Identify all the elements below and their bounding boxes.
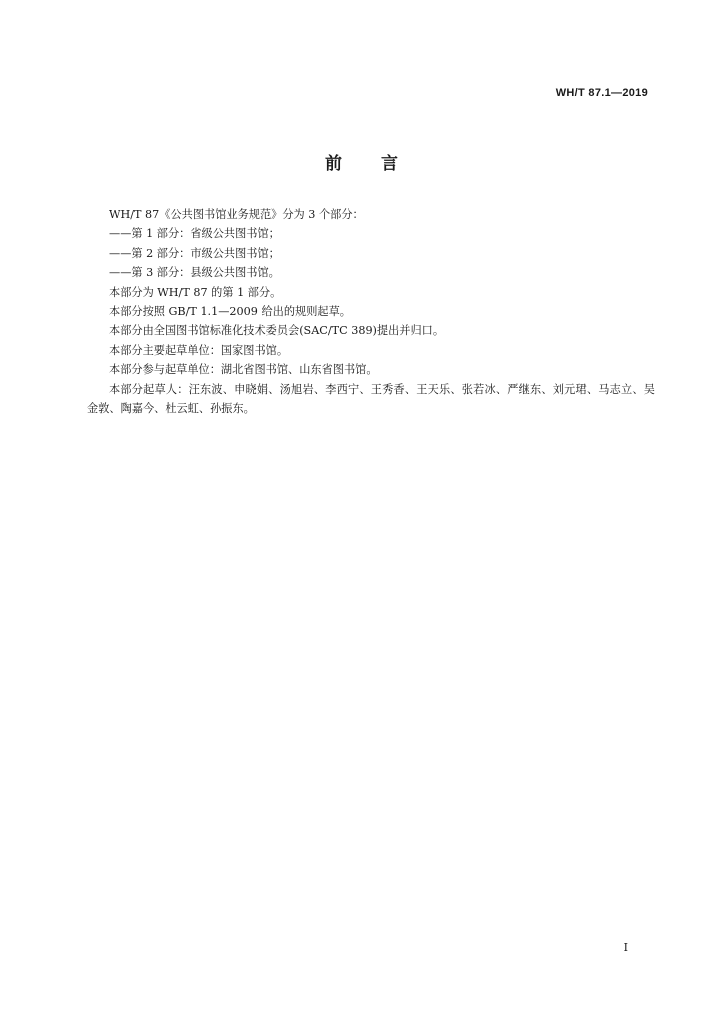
paragraph-proposer: 本部分由全国图书馆标准化技术委员会(SAC/TC 389)提出并归口。 xyxy=(109,324,445,338)
paragraph-drafting-persons: 本部分起草人：汪东波、申晓娟、汤旭岩、李西宁、王秀香、王天乐、张若冰、严继东、刘元珺、马志立、吴金敦、陶嘉今、杜云虹、孙振东。 xyxy=(87,382,655,416)
document-code: WH/T 87.1—2019 xyxy=(555,87,648,99)
paragraph-intro: WH/T 87《公共图书馆业务规范》分为 3 个部分： xyxy=(109,208,364,221)
paragraph-participating-drafters: 本部分参与起草单位：湖北省图书馆、山东省图书馆。 xyxy=(109,363,378,377)
list-item-part-2: ——第 2 部分：市级公共图书馆； xyxy=(109,246,280,260)
page-title xyxy=(0,149,724,174)
paragraph-part-statement: 本部分为 WH/T 87 的第 1 部分。 xyxy=(109,285,282,299)
paragraph-drafting-rules: 本部分按照 GB/T 1.1—2009 给出的规则起草。 xyxy=(109,305,351,319)
paragraph-main-drafter: 本部分主要起草单位：国家图书馆。 xyxy=(109,343,289,357)
list-item-part-3: ——第 3 部分：县级公共图书馆。 xyxy=(109,266,280,280)
foreword-body xyxy=(87,205,655,418)
list-item-part-1: ——第 1 部分：省级公共图书馆； xyxy=(109,227,280,241)
title-char-2: 言 xyxy=(381,154,399,174)
page-number: I xyxy=(623,941,628,954)
title-char-1: 前 xyxy=(325,154,343,174)
